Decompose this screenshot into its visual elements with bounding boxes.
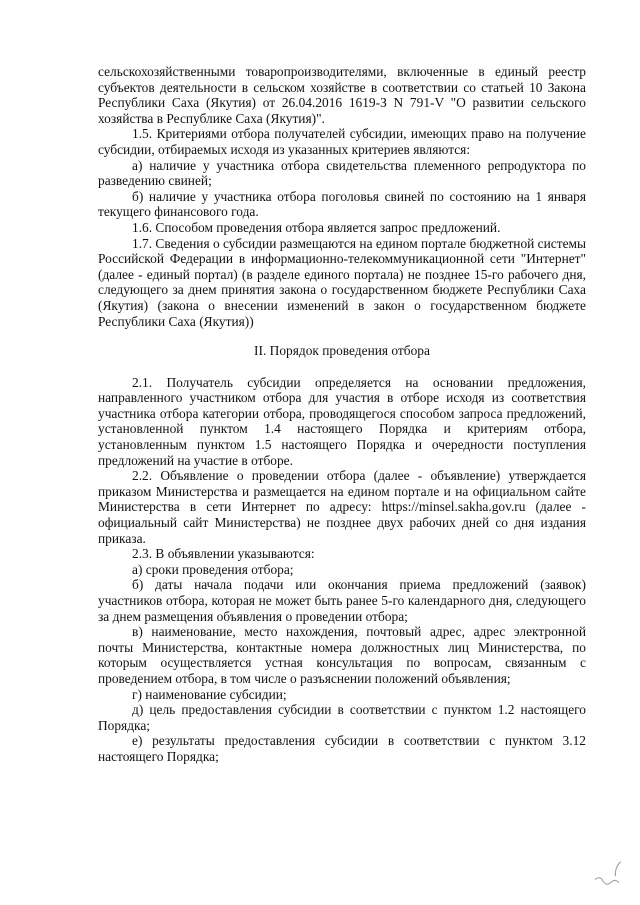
paragraph-2-3-a: а) сроки проведения отбора; xyxy=(132,561,294,577)
paragraph-2-3-d: д) цель предоставления субсидии в соответствии с пунктом 1.2 настоящего Порядка; xyxy=(98,702,586,733)
paragraph-2-3: 2.3. В объявлении указываются: xyxy=(132,546,315,562)
paragraph-1-5: 1.5. Критериями отбора получателей субсидии, имеющих право на получение субсидии, отбираемых исходя из указанных критериев являются: xyxy=(98,126,586,157)
document-page xyxy=(98,64,586,765)
paragraph-2-3-v: в) наименование, место нахождения, почтовый адрес, адрес электронной почты Министерства, контактные номера должностных лиц Министерства, по которым осуществляется устная консультация по вопросам, связанным с проведением отбора, в том числе о разъяснении положений объявления; xyxy=(98,624,586,686)
paragraph-1-5-b: б) наличие у участника отбора поголовья свиней по состоянию на 1 января текущего финансового года. xyxy=(98,188,586,220)
paragraph-2-1: 2.1. Получатель субсидии определяется на основании предложения, направленного участником отбора для участия в отборе исходя из соответствия участника отбора категории отбора, проводящегося способом запроса предложений, установленной пунктом 1.4 настоящего Порядка и критериям отбора, установленным пунктом 1.5 настоящего Порядка и очередности поступления предложений на участие в отборе. xyxy=(98,374,586,468)
paragraph-1-7: 1.7. Сведения о субсидии размещаются на едином портале бюджетной системы Российской Федерации в информационно-телекоммуникационной сети "Интернет" (далее - единый портал) (в разделе единого портала) не позднее 15-го рабочего дня, следующего за днем принятия закона о государственном бюджете Республики Саха (Якутия) (закона о внесении изменений в закон о государственном бюджете Республики Саха (Якутия)) xyxy=(98,235,586,329)
paragraph-2-3-g: г) наименование субсидии; xyxy=(132,686,287,702)
paragraph-2-3-e: е) результаты предоставления субсидии в соответствии с пунктом 3.12 настоящего Порядка; xyxy=(98,733,586,764)
paragraph-2-2: 2.2. Объявление о проведении отбора (далее - объявление) утверждается приказом Министерства и размещается на едином портале и на официальном сайте Министерства в сети Интернет по адресу: https://minsel.sakha.gov.ru (далее - официальный сайт Министерства) не позднее двух рабочих дней со дня издания приказа. xyxy=(98,468,586,546)
section-heading: II. Порядок проведения отбора xyxy=(254,343,430,359)
paragraph-2-3-b: б) даты начала подачи или окончания приема предложений (заявок) участников отбора, которая не может быть ранее 5-го календарного дня, следующего за днем размещения объявления о проведении отбора; xyxy=(98,577,586,624)
paragraph-1-6: 1.6. Способом проведения отбора является запрос предложений. xyxy=(132,219,501,235)
paragraph-registry-continuation: сельскохозяйственными товаропроизводителями, включенные в единый реестр субъектов деятельности в сельском хозяйстве в соответствии со статьей 10 Закона Республики Саха (Якутия) от 26.04.2016 1619-З N 791-V "О развитии сельского хозяйства в Республике Саха (Якутия)". xyxy=(98,64,586,126)
paragraph-1-5-a: а) наличие у участника отбора свидетельства племенного репродуктора по разведению свиней; xyxy=(98,157,586,189)
